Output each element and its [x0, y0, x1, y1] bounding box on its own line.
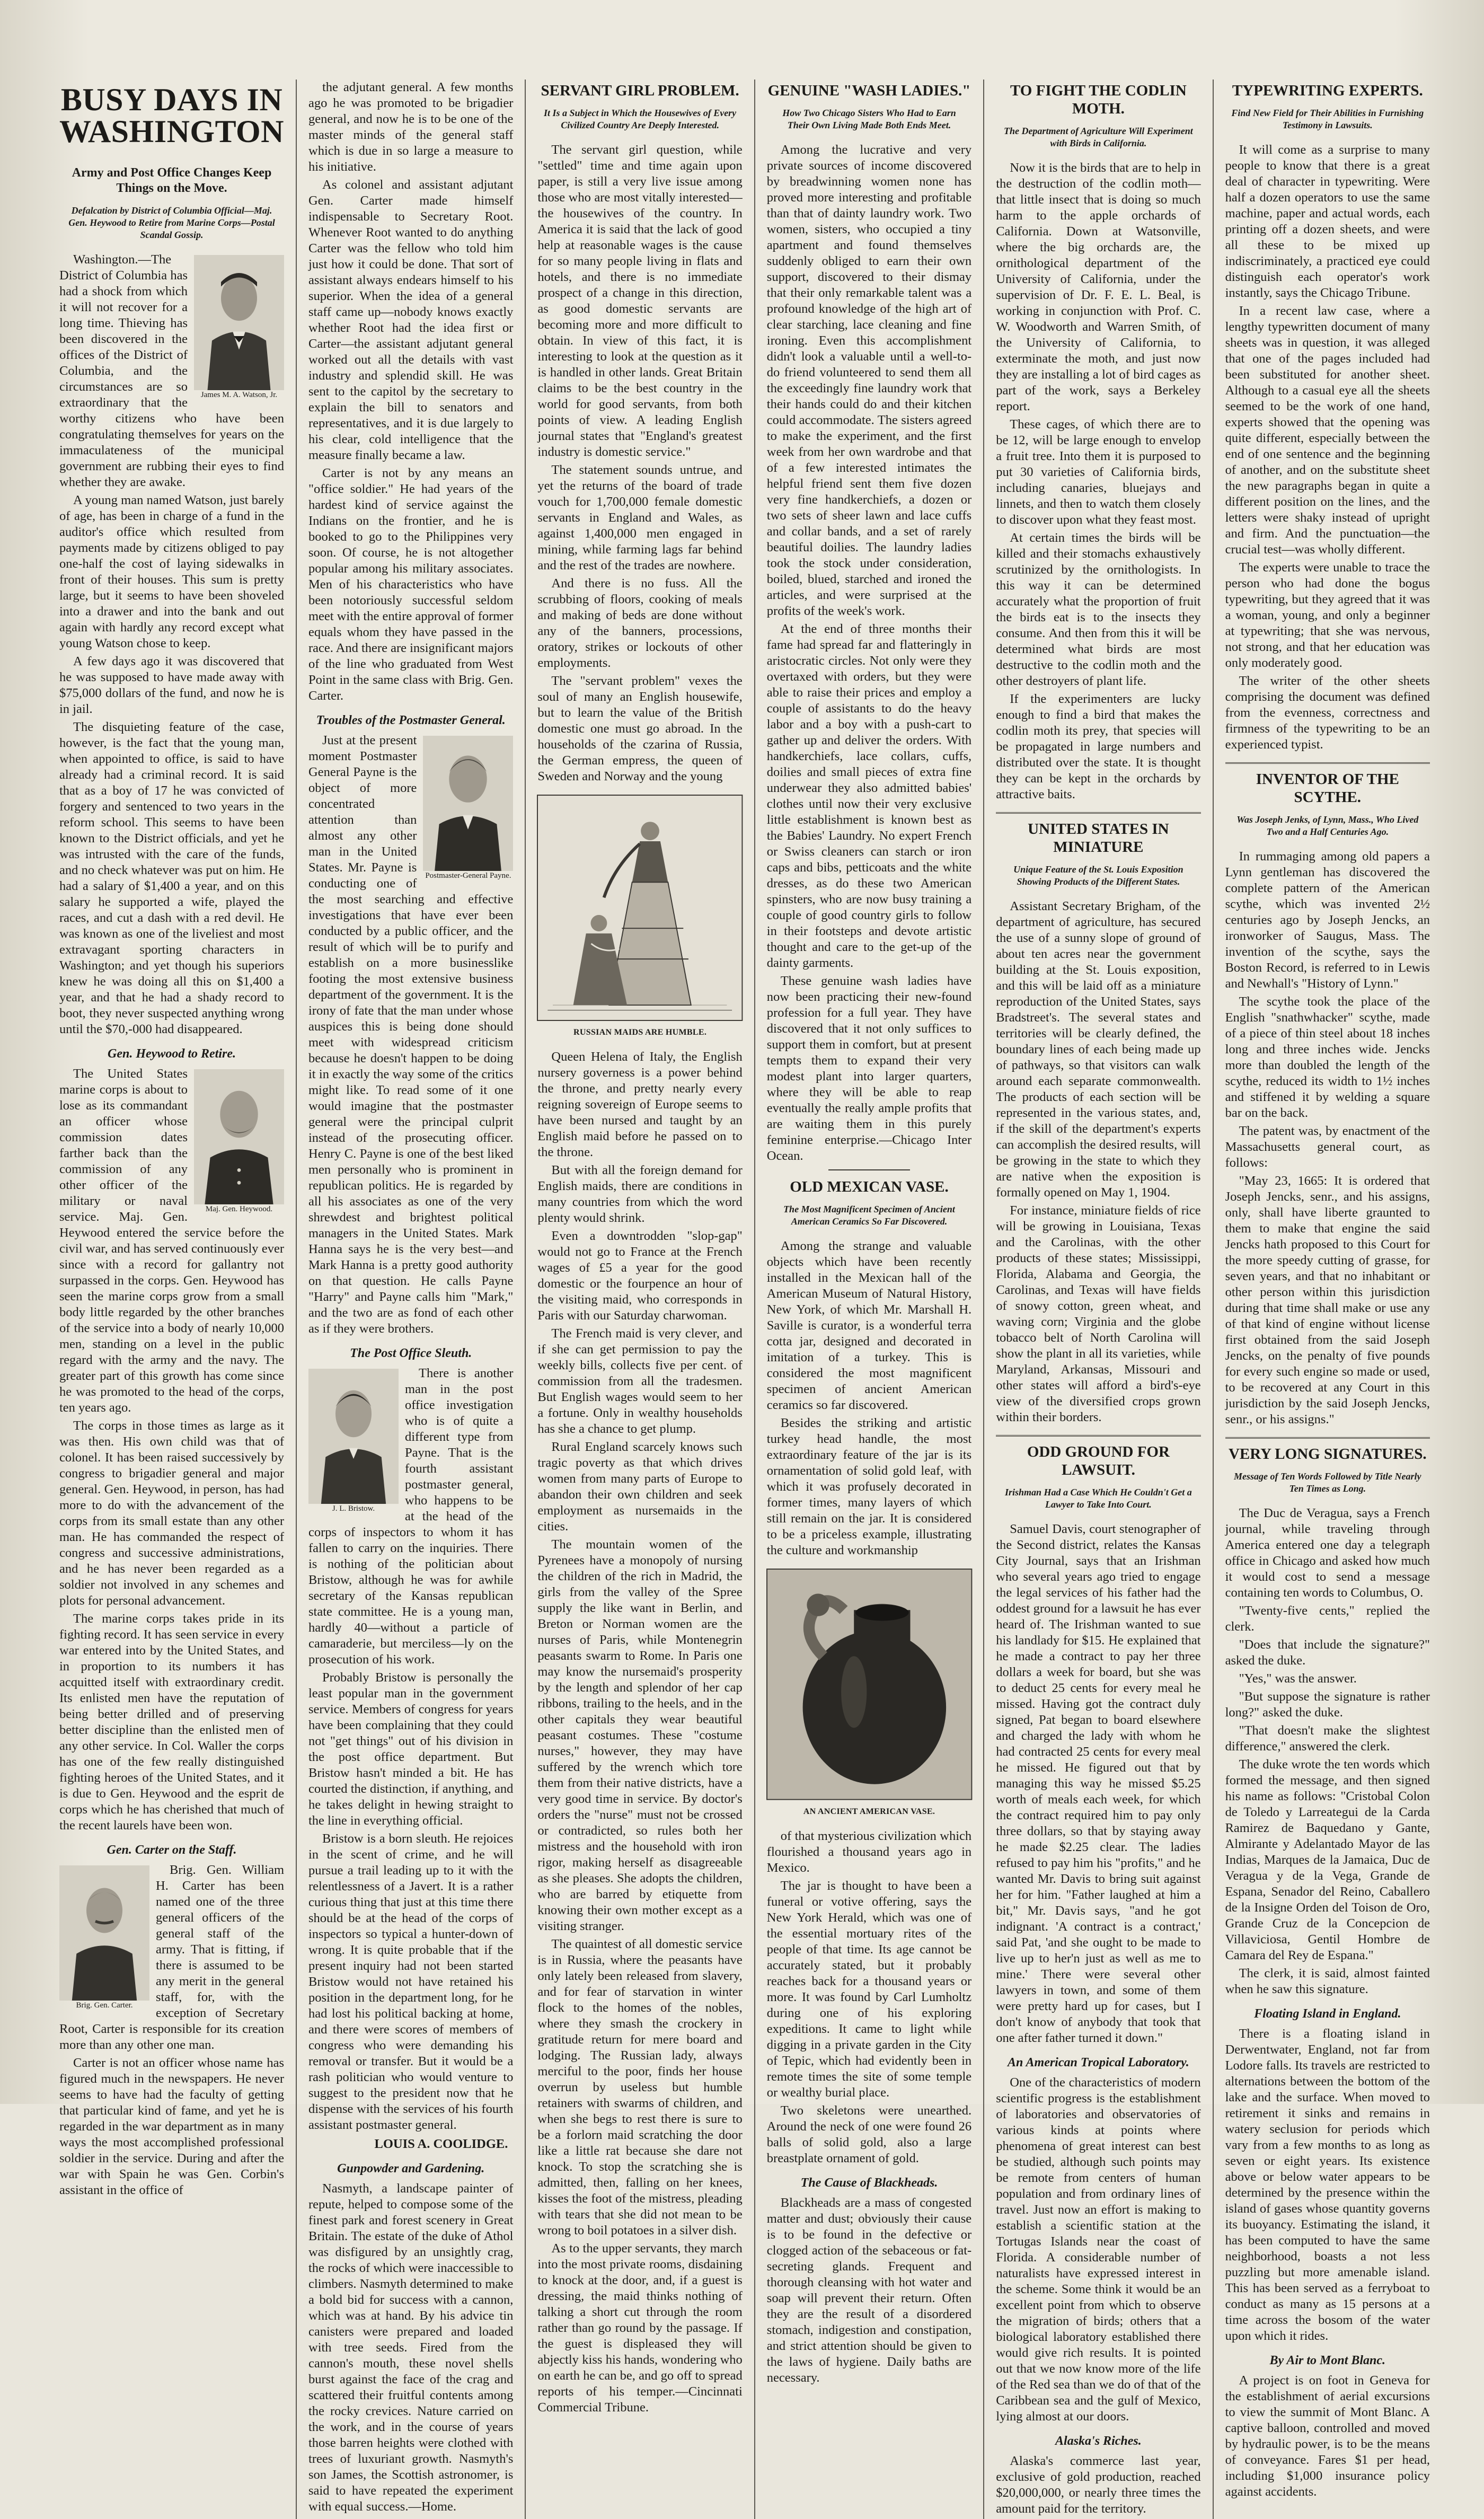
paragraph: Bristow is a born sleuth. He rejoices in the scent of crime, and he will pursue a trail leading up to it with the relentlessness of a Javert. It is a rather curious thing that just at this time there should be at the head of the corps of inspectors so typical a hunter-down of wrong. It is quite probable that if the present inquiry had not been started Bristow would not have retained his position in the department long, for he had lost his political backing at home, and there were scores of members of congress who were demanding his removal or transfer. But it would be a rash politician who would venture to suggest to the president now that he dispense with the services of his fourth assistant postmaster general. [308, 1831, 514, 2132]
deck-codlin-moth: The Department of Agriculture Will Experiment with Birds in California. [1003, 126, 1193, 148]
paragraph: Just at the present moment Postmaster General Payne is the object of more concentrated attention than almost any other man in the United States. Mr. Payne is conducting one of the most searching and effective investigations that have ever been conducted by a public officer, and the result of which will be to purify and establish on a more businesslike footing the most extensive business department of the government. It is the irony of fate that the man under whose auspices this is being done should meet with widespread criticism because he doesn't happen to be doing it in exactly the way some of the critics might like. To read some of it one would imagine that the postmaster general were the principal culprit instead of the prosecuting officer. Henry C. Payne is one of the best liked men personally who is prominent in republican politics. He is regarded by all his associates as one of the very shrewdest and brightest political managers in the United States. Mark Hanna says he is the very best—and Mark Hanna is a pretty good authority on that question. He calls Payne "Harry" and Payne calls him "Mark," and the two are as fond of each other as if they were brothers. [308, 733, 514, 1336]
deck-mexican-vase: The Most Magnificent Specimen of Ancient American Ceramics So Far Discovered. [783, 1204, 955, 1227]
column-2 [296, 80, 525, 2519]
paragraph: In a recent law case, where a lengthy typewritten document of many sheets was in question, it was alleged that one of the pages included had been substituted for another sheet. Although to a casual eye all the sheets seemed to be the work of one hand, experts showed that the opening was quite different, especially between the end of one sentence and the beginning of another, and on the substitute sheet the new paragraphs began in quite a different position on the lines, and the letters were shaky instead of upright and firm. And the punctuation—the crucial test—was wholly different. [1225, 304, 1430, 557]
paragraph: of that mysterious civilization which flourished a thousand years ago in Mexico. [766, 1828, 972, 1875]
paragraph: The experts were unable to trace the person who had done the bogus typewriting, but they agreed that it was a woman, young, and only a beginner at typewriting; that she was nervous, not strong, and that her education was only moderately good. [1225, 560, 1430, 670]
column-3 [525, 80, 754, 2519]
paragraph: The quaintest of all domestic service is in Russia, where the peasants have only lately been released from slavery, and for fear of starvation in winter flock to the homes of the nobles, where they smash the crockery in gratitude return for mere board and lodging. The Russian lady, always merciful to the poor, finds her house overrun by useless but humble retainers with swarms of children, and when she begs to rest there is sure to be a forlorn maid scratching the door like a little rat because she dare not knock. To stop the scratching she is admitted, then, falling on her knees, kisses the foot of the mistress, pleading with tears that she did not mean to be wrong to boil potatoes in a silver dish. [537, 1937, 743, 2238]
paragraph: Even a downtrodden "slop-gap" would not go to France at the French wages of £5 a year for the good domestic or the fourpence an hour of the visiting maid, who corresponds in Paris with our Saturday charwoman. [537, 1229, 743, 1323]
headline-wash-ladies: GENUINE "WASH LADIES." [767, 82, 971, 99]
paragraph: Brig. Gen. William H. Carter has been named one of the three general officers of the general staff of the army. That is fitting, if there is assumed to be any merit in the general staff, for, with the exception of Secretary Root, Carter is responsible for its creation more than any other one man. [59, 1863, 284, 2052]
paragraph: the adjutant general. A few months ago he was promoted to be brigadier general, and now he is to be one of the master minds of the general staff which is due in so large a measure to his initiative. [308, 80, 514, 174]
portrait-payne-image [423, 736, 513, 871]
subhead-heywood: Gen. Heywood to Retire. [108, 1047, 236, 1061]
paragraph: Rural England scarcely knows such tragic poverty as that which drives women from many parts of Europe to abandon their own children and seek employment as nursemaids in the cities. [537, 1440, 743, 1534]
paragraph: Among the lucrative and very private sources of income discovered by breadwinning women none has proved more interesting and profitable than that of dainty laundry work. Two women, sisters, who occupied a tiny apartment and found themselves suddenly obliged to earn their own support, discovered to their dismay that their only remarkable talent was a profound knowledge of the high art of clear starching, lace cleaning and fine ironing. Even this accomplishment didn't look a valuable until a well-to-do friend volunteered to send them all the exceedingly fine laundry work that their hands could do and their kitchen could accommodate. The sisters agreed to make the experiment, and the first week from her own wardrobe and that of a few interested intimates the helpful friend sent them five dozen very fine handkerchiefs, a dozen or two sets of sheer lawn and lace cuffs and collar bands, and a set of rarely beautiful doilies. The laundry ladies took the stock under consideration, boiled, blued, starched and ironed the articles, and were surprised at the profits of the week's work. [766, 143, 972, 618]
paragraph: A young man named Watson, just barely of age, has been in charge of a fund in the auditor's office which resulted from payments made by citizens obliged to pay one-half the cost of laying sidewalks in front of their houses. This sum is pretty large, but it seems to have been shoveled into a drawer and into the bank and out again with hardly any record except what young Watson chose to keep. [59, 493, 284, 650]
headline-scythe: INVENTOR OF THE SCYTHE. [1256, 771, 1399, 806]
subhead-gunpowder: Gunpowder and Gardening. [337, 2162, 485, 2176]
subhead-sleuth: The Post Office Sleuth. [350, 1346, 472, 1360]
column-grid [48, 80, 1442, 2516]
divider [996, 812, 1200, 814]
deck-scythe: Was Joseph Jenks, of Lynn, Mass., Who Lived Two and a Half Centuries Ago. [1236, 814, 1419, 837]
subhead-postmaster: Troubles of the Postmaster General. [316, 714, 506, 727]
paragraph: The disquieting feature of the case, however, is the fact that the young man, when appointed to office, is said to have already had a criminal record. It is said that as a boy of 17 he was convicted of forgery and sentenced to two years in the reform school. This seems to have been known to the District officials, and yet he was intrusted with the care of the funds, and no check whatever was put on him. He had a salary of $1,400 a year, and on this salary he supported a wife, played the races, and cut a dash with a red devil. He was known as one of the liveliest and most extravagant sporting characters in Washington; and yet though his superiors knew he was doing all this on $1,400 a year, and that he had a shady record to boot, they never suspected anything wrong until the $70,-000 had disappeared. [59, 720, 284, 1036]
paragraph: There is another man in the post office investigation who is of quite a different type from Payne. That is the fourth assistant postmaster general, who happens to be at the head of the corps of inspectors to whom it has fallen to carry on the inquiries. There is nothing of the politician about Bristow, although he was for awhile secretary of the Kansas republican state committee. He is a young man, hardly 40—without a particle of camaraderie, but merciless—ly on the prosecution of his work. [308, 1366, 514, 1667]
deck-typewriting: Find New Field for Their Abilities in Furnishing Testimony in Lawsuits. [1231, 108, 1424, 130]
portrait-heywood-image [194, 1069, 284, 1204]
column-1 [48, 80, 296, 2519]
paragraph: "Does that include the signature?" asked the duke. [1225, 1637, 1430, 1668]
deck-signatures: Message of Ten Words Followed by Title Nearly Ten Times as Long. [1234, 1471, 1421, 1494]
paragraph: The patent was, by enactment of the Massachusetts general court, as follows: [1225, 1124, 1430, 1170]
paragraph: There is a floating island in Derwentwater, England, not far from Lodore falls. Its travels are restricted to alternations between the bottom of the lake and the surface. When moved to retirement it sinks and remains in watery seclusion for periods which vary from a few months to as long as seven or eight years. Its existence above or below water appears to be determined by the presence within the island of gases whose quantity governs its buoyancy. Estimating the island, it has been computed to have the same neighborhood, boasts a not less puzzling but more amenable island. This has been served as a ferryboat to conduct as many as 15 persons at a time across the bosom of the water upon which it rides. [1225, 2027, 1430, 2343]
subhead-laboratory: An American Tropical Laboratory. [1008, 2056, 1189, 2069]
paragraph: At the end of three months their fame had spread far and flatteringly in aristocratic circles. Not only were they overtaxed with orders, but they were able to raise their prices and employ a couple of assistants to do the heavy labor and a boy with a push-cart to gather up and deliver the orders. With handkerchiefs, lace collars, cuffs, doilies and small pieces of extra fine underwear they also admitted babies' clothes until now their very exclusive little establishment is known best as the Babies' Laundry. No expert French or Swiss cleaners can starch or iron caps and bibs, petticoats and the white dresses, as do these two American spinsters, who are now busy training a couple of good country girls to follow in their footsteps and devote artistic thought and care to the get-up of the dainty garments. [766, 622, 972, 970]
paragraph: As colonel and assistant adjutant Gen. Carter made himself indispensable to Secretary Root. Whenever Root wanted to do anything Carter was the fellow who told him just how it could be done. That sort of assistant always endears himself to his superior. When the idea of a general staff came up—nobody knows exactly whether Root had the idea first or Carter—the assistant adjutant general worked out all the details with vast industry and splendid skill. He was sent to the capitol by the secretary to explain the bill to senators and representatives, and it is due largely to his clear, cold intelligence that the measure finally became a law. [308, 178, 514, 462]
subhead-mont-blanc: By Air to Mont Blanc. [1269, 2354, 1386, 2367]
deck-wash-ladies: How Two Chicago Sisters Who Had to Earn Their Own Living Made Both Ends Meet. [782, 108, 956, 130]
paragraph: These cages, of which there are to be 12, will be large enough to envelop a fruit tree. Into them it is purposed to put 30 varieties of California birds, including canaries, bluejays and linnets, and then to watch them closely to discover upon what they feast most. [996, 417, 1201, 527]
paragraph: The duke wrote the ten words which formed the message, and then signed his name as follows: "Cristobal Colon de Toledo y Larreategui de la Carda Ramirez de Baquedano y Gante, Almirante y Adelantado Mayor de las Indias, Marques de la Jamaica, Duc de Veragua y de la Vega, Grande de Espana, Senador del Reino, Caballero de la Insigne Orden del Toison de Oro, Grande Cruz de la Concepcion de Villaviciosa, Gentil Hombre de Camara del Rey de Espana." [1225, 1757, 1430, 1962]
headline-busy-days: BUSY DAYS IN WASHINGTON [59, 82, 285, 149]
column-6 [1213, 80, 1442, 2519]
paragraph: It will come as a surprise to many people to know that there is a great deal of character in typewriting. Were half a dozen operators to use the same machine, paper and actual words, each printing off a dozen sheets, and were all these to be mixed up indiscriminately, a practiced eye could distinguish each operator's work instantly, says the Chicago Tribune. [1225, 143, 1430, 300]
paragraph: The Duc de Veragua, says a French journal, while traveling through America entered one day a telegraph office in Chicago and asked how much it would cost to send a message containing ten words to Columbus, O. [1225, 1506, 1430, 1600]
paragraph: The "servant problem" vexes the soul of many an English housewife, but to learn the value of the British domestic one must go abroad. In the households of the czarina of Russia, the German empress, the queen of Sweden and Norway and the young [537, 674, 743, 783]
paragraph: The clerk, it is said, almost fainted when he saw this signature. [1225, 1966, 1430, 1996]
portrait-payne [423, 736, 513, 880]
paragraph: The scythe took the place of the English "snathwhacker" scythe, made of a piece of thin steel about 18 inches long and three inches wide. Jencks more than doubled the length of the scythe, reduced its width to 1½ inches and stiffened it by welding a square bar on the back. [1225, 994, 1430, 1120]
divider [996, 1435, 1200, 1437]
portrait-watson-image [194, 255, 284, 390]
paragraph: The United States marine corps is about to lose as its commandant an officer whose commission dates farther back than the commission of any other officer of the military or naval service. Maj. Gen. Heywood entered the service before the civil war, and has served continuously ever since with a record for gallantry not surpassed in the corps. Gen. Heywood has seen the marine corps grow from a small body little regarded by the other branches of the service into a body of nearly 10,000 men, standing on a level in the public regard with the army and the navy. The greater part of this growth has come since he was promoted to the head of the corps, ten years ago. [59, 1067, 284, 1415]
headline-lawsuit: ODD GROUND FOR LAWSUIT. [1027, 1443, 1170, 1478]
divider [1225, 762, 1430, 764]
deck-servant-girl: It Is a Subject in Which the Housewives of Every Civilized Country Are Deeply Interested. [543, 108, 737, 130]
portrait-watson [194, 255, 284, 400]
subhead-floating-island: Floating Island in England. [1254, 2007, 1401, 2021]
paragraph: Now it is the birds that are to help in the destruction of the codlin moth—that little insect that is doing so much harm to the apple orchards of California. Down at Watsonville, where the big orchards are, the ornithological department of the University of California, under the supervision of Dr. F. E. L. Beal, is working in conjunction with Prof. C. W. Woodworth and Warren Smith, of the University of California, to exterminate the moth, and just now they are installing a lot of bird cages as part of the work, says a Berkeley report. [996, 161, 1201, 413]
subhead-alaska: Alaska's Riches. [1055, 2434, 1142, 2448]
paragraph: Carter is not by any means an "office soldier." He had years of the hardest kind of service against the Indians on the frontier, and he is booked to go to the Philippines very soon. Of course, he is not altogether popular among his military associates. Men of his characteristics who have been notoriously successful seldom meet with the entire approval of former equals whom they have passed in the race. And there are insignificant majors of the line who graduated from West Point in the same class with Brig. Gen. Carter. [308, 466, 514, 703]
paragraph: "But suppose the signature is rather long?" asked the duke. [1225, 1689, 1430, 1720]
headline-mexican-vase: OLD MEXICAN VASE. [790, 1178, 949, 1195]
paragraph: A few days ago it was discovered that he was supposed to have made away with $75,000 dollars of the fund, and now he is in jail. [59, 654, 284, 716]
paragraph: For instance, miniature fields of rice will be growing in Louisiana, Texas and the Carolinas, with the other products of these states; Mississippi, Florida, Alabama and Georgia, the Carolinas, and Texas will have fields of snowy cotton, green wheat, and waving corn; Virginia and the globe tobacco belt of North Carolina will show the plant in all its varieties, while Maryland, Arkansas, Missouri and other states will afford a bird's-eye view of the diversified crops grown within their borders. [996, 1203, 1201, 1424]
paragraph: In rummaging among old papers a Lynn gentleman has discovered the complete pattern of the American scythe, which was invented 2½ centuries ago by Joseph Jencks, an ironworker of Saugus, Mass. The invention of the scythe, says the Boston Record, is referred to in Lewis and Newhall's "History of Lynn." [1225, 849, 1430, 991]
caption-vase: AN ANCIENT AMERICAN VASE. [803, 1807, 935, 1816]
paragraph: Alaska's commerce last year, exclusive of gold production, reached $20,000,000, or nearly three times the amount paid for the territory. [996, 2454, 1201, 2516]
column-5 [983, 80, 1212, 2519]
paragraph: The statement sounds untrue, and yet the returns of the board of trade vouch for 1,700,000 female domestic servants in England and Wales, as against 1,400,000 men engaged in mining, while farming lags far behind and the rest of the trades are nowhere. [537, 463, 743, 572]
paragraph: "Twenty-five cents," replied the clerk. [1225, 1604, 1430, 1634]
paragraph: Probably Bristow is personally the least popular man in the government service. Members of congress for years have been complaining that they could not "get things" out of his division in the post office department. But Bristow hasn't minded a bit. He has courted the distinction, if anything, and he takes delight in hewing straight to the line in everything official. [308, 1670, 514, 1828]
paragraph: "Yes," was the answer. [1239, 1671, 1357, 1686]
portrait-carter-image [59, 1865, 149, 2001]
headline-signatures: VERY LONG SIGNATURES. [1228, 1446, 1427, 1463]
paragraph: One of the characteristics of modern scientific progress is the establishment of laboratories and observatories of various kinds at points where phenomena of great interest can best be studied, although such points may be remote from centers of human population and from ordinary lines of travel. Just now an effort is making to establish a scientific station at the Tortugas Islands near the coast of Florida. A considerable number of naturalists have expressed interest in the scheme. Some think it would be an excellent point from which to observe the migration of birds; others that a biological laboratory established there would give rich results. It is pointed out that we now know more of the life of the Red sea than we do of that of the Caribbean sea and the gulf of Mexico, lying almost at our doors. [996, 2075, 1201, 2424]
deck-lawsuit: Irishman Had a Case Which He Couldn't Get a Lawyer to Take Into Court. [1005, 1487, 1192, 1510]
paragraph: The writer of the other sheets comprising the document was defined from the evenness, correctness and firmness of the typewriting to be an experienced typist. [1225, 674, 1430, 752]
paragraph: These genuine wash ladies have now been practicing their new-found profession for a full year. They have discovered that it not only suffices to support them in comfort, but at present tempts them to expand their very modest plant into larger quarters, where they will be able to reap eventually the really ample profits that are waiting them in this purely feminine enterprise.—Chicago Inter Ocean. [766, 974, 972, 1163]
paragraph: The corps in those times as large as it was then. His own child was that of colonel. It has been raised successively by congress to brigadier general and major general. Gen. Heywood, in person, has had more to do with the advancement of the corps from its small estate than any other man. He has commanded the respect of congress and successive administrations, and he has never been regarded as a soldier not involved in any schemes and plots for personal advancement. [59, 1419, 284, 1608]
paragraph: Samuel Davis, court stenographer of the Second district, relates the Kansas City Journal, says that an Irishman who several years ago tried to engage the legal services of his father had the oddest ground for a lawsuit he has ever heard of. The Irishman wanted to sue his landlady for $15. He explained that he made a contract to pay her three dollars a week for board, but she was to deduct 25 cents for every meal he missed. Having got the contract duly signed, Pat began to board elsewhere and charged the lady with whom he had contracted 25 cents for every meal he missed. He figured out that by managing this way he missed $5.25 worth of meals each week, for which the contract required him to pay only three dollars, so that by staying away he made $2.25 clear. The ladies refused to pay him his "profits," and he wanted Mr. Davis to bring suit against her for him. "Father laughed at him a bit," Mr. Davis says, "and he got indignant. 'A contract is a contract,' said Pat, 'and she ought to be made to live up to her'n just as well as me to mine.' There were several other lawyers in town, and some of them were pretty hard up for cases, but I don't know of anybody that took that one after father turned it down." [996, 1522, 1201, 2045]
paragraph: The marine corps takes pride in its fighting record. It has seen service in every war entered into by the United States, and in proportion to its numbers it has acquitted itself with extraordinary credit. Its enlisted men have the reputation of being better drilled and of preserving better discipline than the enlisted men of any other service. In Col. Waller the corps has one of the few really distinguished fighting heroes of the United States, and it is due to Gen. Heywood and the esprit de corps which he has cherished that much of the recent laurels have been won. [59, 1611, 284, 1833]
subhead-busy-days: Army and Post Office Changes Keep Things on the Move. [72, 166, 272, 195]
paragraph: But with all the foreign demand for English maids, there are conditions in many countries from which the word plenty would shrink. [537, 1163, 743, 1226]
paragraph: Nasmyth, a landscape painter of repute, helped to compose some of the finest park and forest scenery in Great Britain. The estate of the duke of Athol was disfigured by an unsightly crag, the rocks of which were inaccessible to climbers. Nasmyth determined to make a bold bid for success with a cannon, which was at hand. By his advice tin canisters were prepared and loaded with tree seeds. Fired from the cannon's mouth, these novel shells burst against the face of the crag and scattered their fruitful contents among the rocky crevices. Nature carried on the work, and in the course of years those barren heights were clothed with trees of luxuriant growth. Nasmyth's son James, the Scottish astronomer, is said to have repeated the experiment with equal success.—Home. [308, 2181, 514, 2514]
paragraph: The French maid is very clever, and if she can get permission to pay the weekly bills, collects five per cent. of commission from all the tradesmen. But English wages would seem to her a fortune. Only in wealthy households has she a chance to get plump. [537, 1326, 743, 1437]
paragraph: Assistant Secretary Brigham, of the department of agriculture, has secured the use of a sunny slope of ground of about ten acres near the government building at the St. Louis exposition, and this will be laid off as a miniature reproduction of the United States, says Bradstreet's. The several states and territories will be clearly defined, the boundary lines of each being made up of pathways, so that visitors can walk around each separate commonwealth. The products of each section will be represented in the various states, and, if the skill of the department's experts can accomplish the desired results, will be growing in the state to which they are native when the exposition is formally opened on May 1, 1904. [996, 899, 1201, 1200]
paragraph: Queen Helena of Italy, the English nursery governess is a power behind the throne, and pretty nearly every reigning sovereign of Europe seems to have been nursed and taught by an English maid before he passed on to the throne. [537, 1050, 743, 1160]
vase-drawing [767, 1569, 971, 1800]
paragraph: Among the strange and valuable objects which have been recently installed in the Mexican hall of the American Museum of Natural History, New York, of which Mr. Marshall H. Saville is curator, is a wonderful terra cotta jar, designed and decorated in imitation of a turkey. This is considered the most magnificent specimen of ancient American ceramics so far discovered. [766, 1239, 972, 1412]
column-4 [754, 80, 983, 2519]
caption-payne: Postmaster-General Payne. [425, 871, 511, 880]
paragraph: The servant girl question, while "settled" time and time again upon paper, is still a very live issue among those who are most vitally interested—the housewives of the country. In America it is said that the lack of good help at reasonable wages is the cause for so many people living in flats and hotels, and there is no immediate prospect of a change in this direction, as good domestic servants are becoming more and more difficult to obtain. In view of this fact, it is interesting to look at the question as it is handled in other lands. Great Britain claims to be the best country in the world for good servants, from both points of view. A leading English journal states that "England's greatest industry is domestic service." [537, 143, 743, 459]
portrait-heywood [194, 1069, 284, 1214]
paragraph: Besides the striking and artistic turkey head handle, the most extraordinary feature of the jar is its ornamentation of solid gold leaf, with which it was profusely decorated in former times, many layers of which still remain on the jar. It is considered to be a priceless example, illustrating the culture and workmanship [766, 1416, 972, 1557]
divider [1225, 1437, 1430, 1439]
paragraph: And there is no fuss. All the scrubbing of floors, cooking of meals and making of beds are done without any of the banners, processions, oratory, strikes or lockouts of other employments. [537, 576, 743, 670]
headline-typewriting: TYPEWRITING EXPERTS. [1232, 82, 1423, 99]
paragraph: If the experimenters are lucky enough to find a bird that makes the codlin moth its prey, that species will be propagated in large numbers and distributed over the state. It is thought they can be kept in the orchards by attractive baits. [996, 692, 1201, 802]
paragraph: At certain times the birds will be killed and their stomachs exhaustively scrutinized by the ornithologists. In this way it can be determined accurately what the proportion of fruit the birds eat is to the insects they consume. And then from this it will be determined what birds are most destructive to the codlin moth and the other destroyers of plant life. [996, 531, 1201, 688]
russian-maids-drawing [537, 795, 742, 1020]
caption-watson: James M. A. Watson, Jr. [200, 391, 278, 399]
illustration-russian-maids [537, 795, 742, 1041]
paragraph: As to the upper servants, they march into the most private rooms, disdaining to knock at the door, and, if a guest is dressing, the maid thinks nothing of talking a short cut through the room rather than go round by the passage. If the guest is displeased they will abjectly kiss his hands, wondering who on earth he can be, and go off to spread reports of his temper.—Cincinnati Commercial Tribune. [537, 2241, 743, 2415]
paragraph: "May 23, 1665: It is ordered that Joseph Jencks, senr., and his assigns, only, shall have liberte graunted to them to make that engine the said Jencks hath proposed to this Court for the more speedy cutting of grasse, for seven years, and that no inhabitant or other person within this jurisdiction during that time shall make or use any of that kind of engine without license first obtained from the said Joseph Jencks, on the penalty of five pounds for every such engine so made or used, to be recovered at any Court in this jurisdiction by the said Joseph Jencks, senr., or his assigns." [1225, 1174, 1430, 1426]
deck-miniature: Unique Feature of the St. Louis Exposition Showing Products of the Different States. [1013, 864, 1183, 887]
headline-servant-girl: SERVANT GIRL PROBLEM. [541, 82, 739, 99]
subhead-carter: Gen. Carter on the Staff. [107, 1843, 237, 1857]
portrait-bristow-image [308, 1369, 399, 1504]
caption-russian-maids: RUSSIAN MAIDS ARE HUMBLE. [573, 1028, 707, 1037]
subhead-blackheads: The Cause of Blackheads. [800, 2176, 938, 2190]
paragraph: "That doesn't make the slightest difference," answered the clerk. [1225, 1723, 1430, 1754]
paragraph: Washington.—The District of Columbia has had a shock from which it will not recover for a long time. Thieving has been discovered in the offices of the District of Columbia, and the circumstances are so extraordinary that the worthy citizens who have been congratulating themselves for years on the immaculateness of the municipal government are rubbing their eyes to find whether they are awake. [59, 252, 284, 489]
portrait-carter [59, 1865, 149, 2010]
paragraph: A project is on foot in Geneva for the establishment of aerial excursions to view the summit of Mont Blanc. A captive balloon, controlled and moved by hydraulic power, is to be the means of conveyance. Fares $1 per head, including $1,000 insurance policy against accidents. [1225, 2373, 1430, 2499]
paragraph: Carter is not an officer whose name has figured much in the newspapers. He never seems to have had the faculty of getting that particular kind of fame, and yet he is regarded in the war department as in many ways the most accomplished professional soldier in the service. During and after the war with Spain he was Gen. Corbin's assistant in the office of [59, 2056, 284, 2197]
portrait-bristow [308, 1369, 399, 1513]
paragraph: The mountain women of the Pyrenees have a monopoly of nursing the children of the rich in Madrid, the girls from the valley of the Spree supply the like want in Berlin, and Breton or Norman women are the nurses of Paris, while Montenegrin peasants swarm to Rome. In Paris one may know the nursemaid's prosperity by the length and splendor of her cap ribbons, trailing to the heels, and in the other capitals they wear beautiful peasant costumes. These "costume nurses," however, they may have suffered by the wrench which tore them from their native districts, have a very good time in service. By doctor's orders the "nurse" must not be crossed or contradicted, so rules both her mistress and the household with iron rigor, making herself as disagreeable as she pleases. She adopts the children, who are barred by etiquette from knowing their own mother except as a visiting stranger. [537, 1537, 743, 1934]
divider [828, 1169, 911, 1170]
headline-codlin-moth: TO FIGHT THE CODLIN MOTH. [1010, 82, 1187, 117]
deck-busy-days: Defalcation by District of Columbia Official—Maj. Gen. Heywood to Retire from Marine Corps—Postal Scandal Gossip. [68, 205, 275, 240]
paragraph: The jar is thought to have been a funeral or votive offering, says the New York Herald, which was one of the essential mortuary rites of the people of that time. Its age cannot be accurately stated, but it probably reaches back for a thousand years or more. It was found by Carl Lumholtz during one of his exploring expeditions. It came to light while digging in a private garden in the City of Tepic, which had evidently been in remote times the site of some temple or wealthy burial place. [766, 1878, 972, 2100]
headline-miniature: UNITED STATES IN MINIATURE [1028, 821, 1169, 856]
caption-bristow: J. L. Bristow. [332, 1504, 375, 1513]
paragraph: Blackheads are a mass of congested matter and dust; obviously their cause is to be found in the defective or clogged action of the sebaceous or fat-secreting glands. Frequent and thorough cleansing with hot water and soap will prevent their return. Often they are the result of a disordered stomach, indigestion and constipation, and strict attention should be given to the laws of hygiene. Daily baths are necessary. [766, 2195, 972, 2385]
illustration-vase [767, 1569, 971, 1820]
signature-coolidge: LOUIS A. COOLIDGE. [374, 2137, 508, 2151]
paragraph: Two skeletons were unearthed. Around the neck of one were found 26 balls of solid gold, also a large breastplate ornament of gold. [766, 2103, 972, 2165]
caption-heywood: Maj. Gen. Heywood. [205, 1205, 273, 1213]
caption-carter: Brig. Gen. Carter. [76, 2001, 133, 2010]
